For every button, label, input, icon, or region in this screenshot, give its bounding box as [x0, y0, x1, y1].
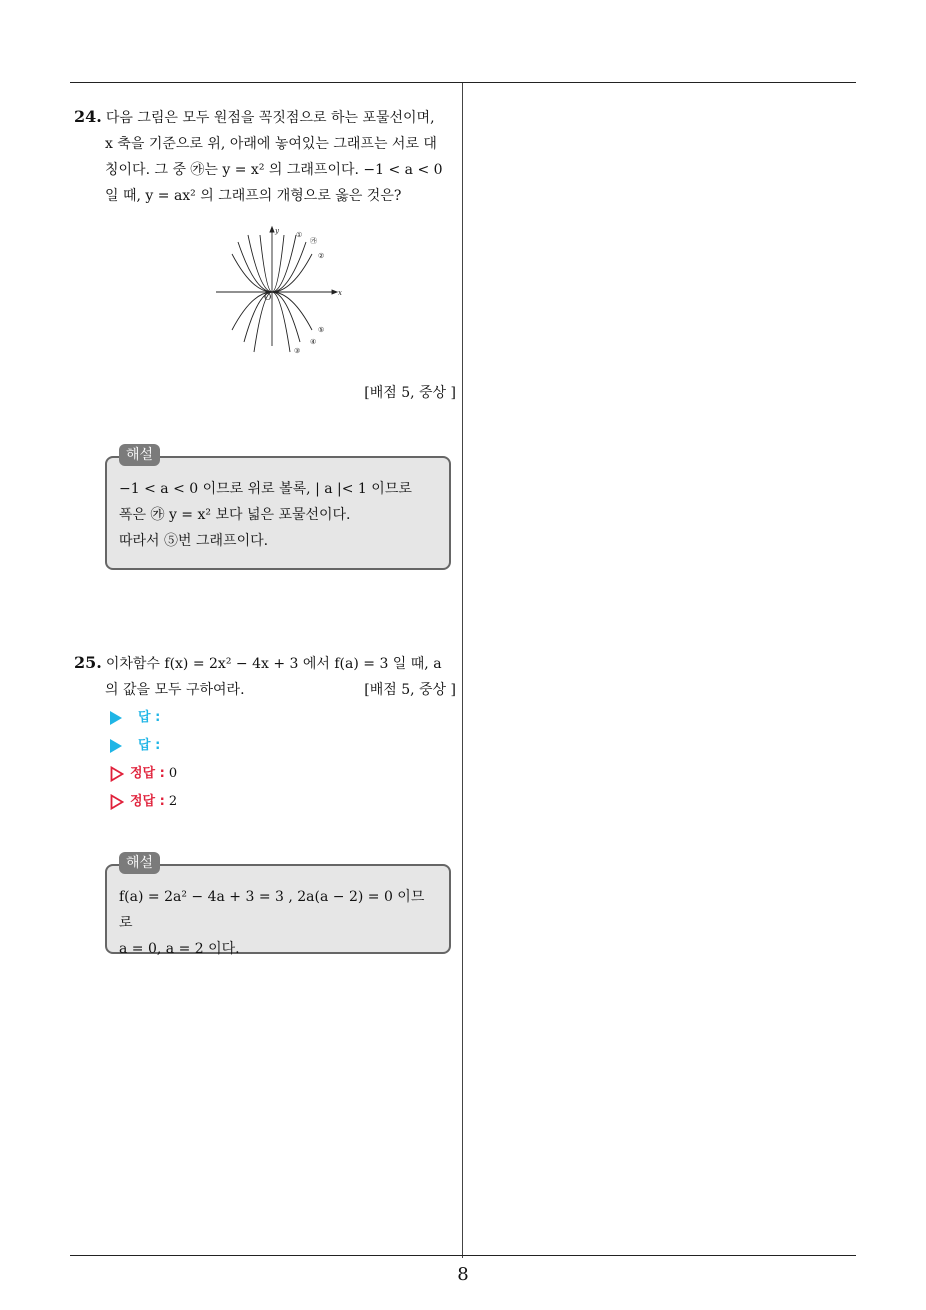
problem-number: 25. — [74, 653, 102, 672]
x-axis-label: x — [338, 289, 342, 297]
answer-section — [110, 704, 450, 816]
problem-24-meta: [배점 5, 중상 ] — [364, 385, 456, 401]
curve-4-label: ④ — [310, 338, 317, 346]
hollow-triangle-icon — [110, 766, 124, 782]
header-rule — [70, 82, 856, 83]
solution-24-line-2: 폭은 ㉮ y = x² 보다 넓은 포물선이다. — [119, 507, 351, 523]
play-icon — [110, 739, 122, 753]
problem-24-line-4: 일 때, y = ax² 의 그래프의 개형으로 옳은 것은? — [105, 188, 402, 204]
column-divider — [462, 83, 463, 1258]
problem-25 — [74, 650, 456, 703]
solution-24-line-1: −1 < a < 0 이므로 위로 볼록, | a |< 1 이므로 — [119, 481, 412, 497]
correct-answer-line: 정답 : 0 — [110, 760, 450, 788]
x-axis-arrow — [332, 290, 337, 294]
solution-24-line-3: 따라서 ⑤번 그래프이다. — [119, 533, 269, 549]
problem-number: 24. — [74, 107, 102, 126]
solution-tab: 해설 — [119, 444, 160, 466]
correct-answer-value: 2 — [168, 794, 178, 809]
answer-line[interactable]: 답 : — [110, 732, 450, 760]
y-axis-arrow — [270, 227, 274, 232]
problem-25-line-1: 25. 이차함수 f(x) = 2x² − 4x + 3 에서 f(a) = 3 일 때, a — [74, 653, 442, 672]
solution-tab: 해설 — [119, 852, 160, 874]
problem-24-line-1: 24. 다음 그림은 모두 원점을 꼭짓점으로 하는 포물선이며, — [74, 107, 435, 126]
parabola-figure — [210, 220, 350, 360]
correct-answer-line: 정답 : 2 — [110, 788, 450, 816]
curve-5-label: ⑤ — [318, 326, 325, 334]
problem-24 — [74, 104, 456, 209]
solution-25-line-2: a = 0, a = 2 이다. — [119, 941, 240, 957]
solution-25-line-1: f(a) = 2a² − 4a + 3 = 3 , 2a(a − 2) = 0 이므로 — [119, 889, 425, 931]
problem-25-line-2: 의 값을 모두 구하여라. [배점 5, 중상 ] — [74, 677, 456, 703]
solution-box-24 — [105, 447, 451, 570]
solution-box-25 — [105, 855, 451, 957]
problem-25-meta: [배점 5, 중상 ] — [364, 682, 456, 698]
correct-answer-value: 0 — [168, 766, 178, 781]
footer-rule — [70, 1255, 856, 1256]
origin-label: O — [264, 293, 272, 303]
answer-line[interactable]: 답 : — [110, 704, 450, 732]
problem-24-line-3: 칭이다. 그 중 ㉮는 y = x² 의 그래프이다. −1 < a < 0 — [105, 162, 443, 178]
curve-3-label: ③ — [294, 347, 301, 355]
hollow-triangle-icon — [110, 794, 124, 810]
curve-2-label: ② — [318, 252, 325, 260]
page-number: 8 — [457, 1264, 469, 1285]
play-icon — [110, 711, 122, 725]
curve-ga-label: ㉮ — [310, 237, 317, 245]
curve-1-label: ① — [296, 231, 303, 239]
problem-24-line-2: x 축을 기준으로 위, 아래에 놓여있는 그래프는 서로 대 — [105, 136, 437, 152]
y-axis-label: y — [275, 227, 279, 235]
